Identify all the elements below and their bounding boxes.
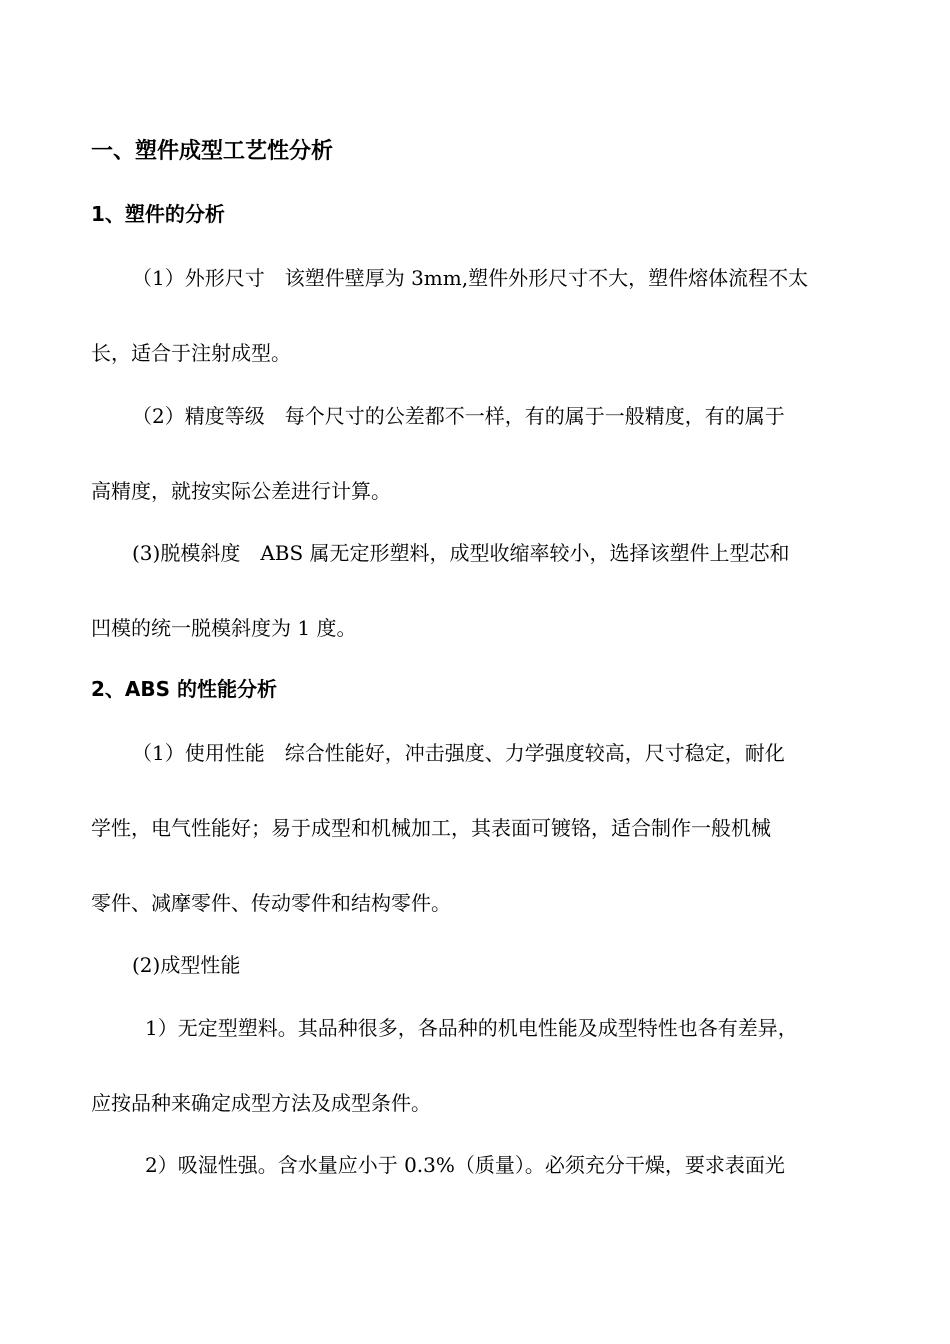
paragraph-line: 零件、减摩零件、传动零件和结构零件。 xyxy=(91,891,451,915)
section-heading: 一、塑件成型工艺性分析 xyxy=(91,139,334,164)
paragraph-line: 应按品种来确定成型方法及成型条件。 xyxy=(91,1091,431,1115)
paragraph-line: 2）吸湿性强。含水量应小于 0.3%（质量）。必须充分干燥，要求表面光 xyxy=(145,1153,785,1177)
paragraph-line: （1）外形尺寸 该塑件壁厚为 3mm,塑件外形尺寸不大，塑件熔体流程不太 xyxy=(132,266,809,290)
paragraph-line: （1）使用性能 综合性能好，冲击强度、力学强度较高，尺寸稳定，耐化 xyxy=(132,741,785,765)
subsection-heading-2: 2、ABS 的性能分析 xyxy=(91,677,278,701)
paragraph-line: 凹模的统一脱模斜度为 1 度。 xyxy=(91,616,357,640)
subsection-heading-1: 1、塑件的分析 xyxy=(91,202,225,226)
paragraph-line: 长，适合于注射成型。 xyxy=(91,341,291,365)
paragraph-line: 1）无定型塑料。其品种很多，各品种的机电性能及成型特性也各有差异， xyxy=(145,1016,798,1040)
paragraph-line: 高精度，就按实际公差进行计算。 xyxy=(91,479,391,503)
paragraph-line: (2)成型性能 xyxy=(132,953,241,977)
paragraph-line: (3)脱模斜度 ABS 属无定形塑料，成型收缩率较小，选择该塑件上型芯和 xyxy=(132,541,790,565)
paragraph-line: （2）精度等级 每个尺寸的公差都不一样，有的属于一般精度，有的属于 xyxy=(132,404,785,428)
paragraph-line: 学性，电气性能好；易于成型和机械加工，其表面可镀铬，适合制作一般机械 xyxy=(91,816,771,840)
